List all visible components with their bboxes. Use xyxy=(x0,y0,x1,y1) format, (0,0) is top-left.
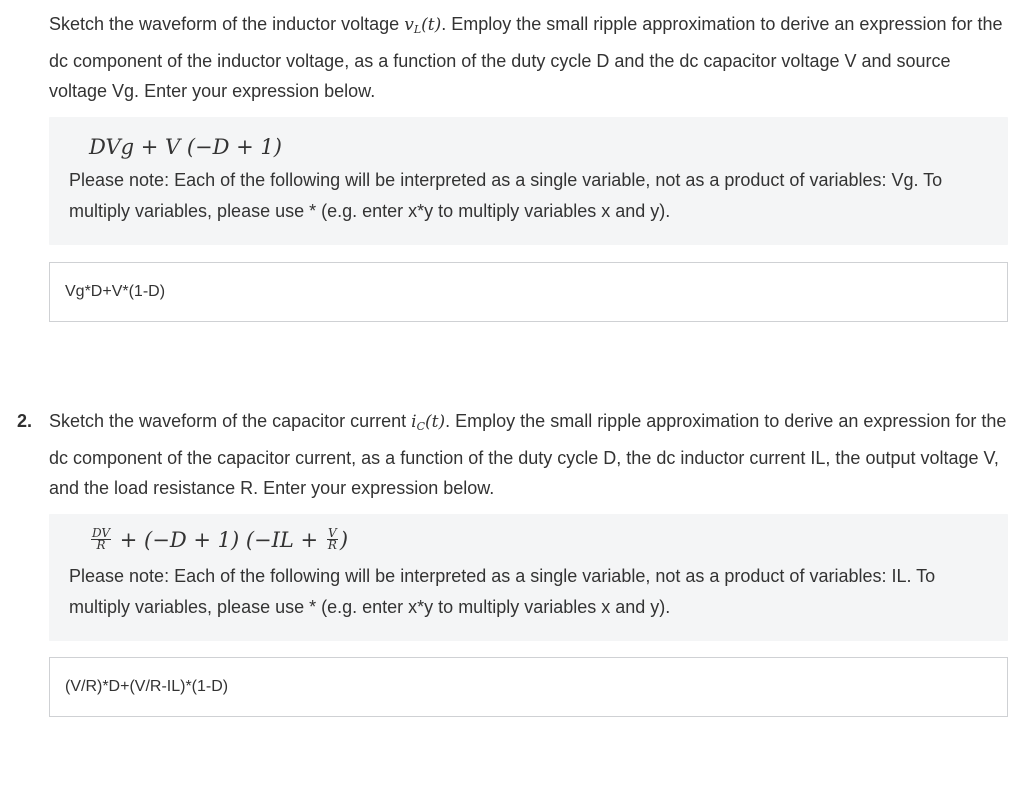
question-2-preview-box xyxy=(49,514,1008,641)
question-2-answer-value: (V/R)*D+(V/R-IL)*(1-D) xyxy=(65,678,229,695)
question-2-answer-input[interactable] xyxy=(49,657,1008,717)
inductor-voltage-symbol: $v_L(t)$ xyxy=(404,15,442,36)
question-1-math-preview: DVg + V (−D + 1) xyxy=(89,135,282,159)
question-1-note: Please note: Each of the following will be interpreted as a single variable, not as a product of variables: Vg. To multiply variables, please use * (e.g. enter x*y to multiply variables x and y). xyxy=(69,170,943,221)
question-2-note: Please note: Each of the following will be interpreted as a single variable, not as a product of variables: IL. To multiply variables, please use * (e.g. enter x*y to multiply variables x and y). xyxy=(69,566,936,617)
question-2-prompt: Sketch the waveform of the capacitor current $i_C(t)$. Employ the small ripple approximation to derive an expression for the dc component of the capacitor current, as a function of the duty cycle D, the dc inductor current IL, the output voltage V, and the load resistance R. Enter your expression below. xyxy=(49,411,1007,498)
question-1-preview-box xyxy=(49,117,1008,245)
capacitor-current-symbol: $i_C(t)$ xyxy=(411,412,446,433)
question-1-answer-input[interactable] xyxy=(49,262,1008,322)
fraction-dv-over-r: $\frac{DV}{R}$ xyxy=(92,526,111,552)
question-2-math-preview: $\frac{DV}{R}$ + (−D + 1) (−IL + $\frac{V}{R}$ ) xyxy=(92,526,349,552)
fraction-v-over-r: $\frac{V}{R}$ xyxy=(327,526,337,552)
question-2-number: 2. xyxy=(17,411,33,431)
question-1-prompt: Sketch the waveform of the inductor voltage $v_L(t)$. Employ the small ripple approximation to derive an expression for the dc component of the inductor voltage, as a function of the duty cycle D and the dc capacitor voltage V and source voltage Vg. Enter your expression below. xyxy=(49,14,1003,101)
question-1-answer-value: Vg*D+V*(1-D) xyxy=(65,283,166,300)
